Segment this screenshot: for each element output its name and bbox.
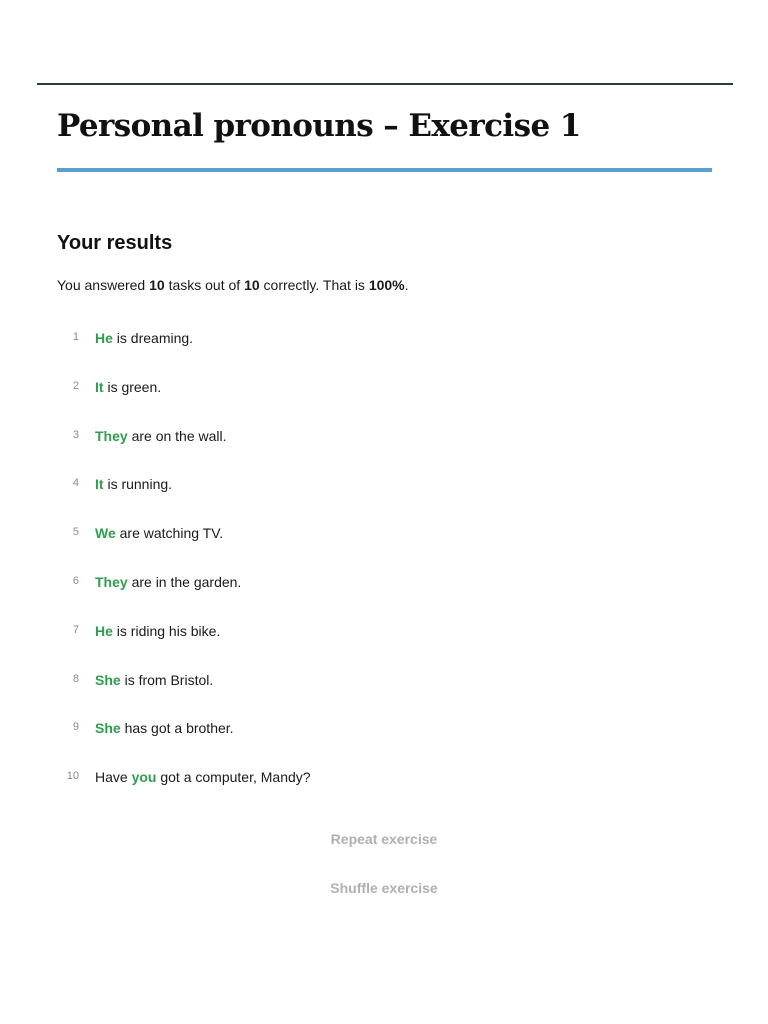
task-answer: She — [95, 720, 121, 737]
shuffle-exercise-button[interactable]: Shuffle exercise — [0, 880, 768, 896]
task-number: 3 — [72, 428, 79, 441]
task-item — [57, 719, 311, 768]
task-number: 5 — [72, 526, 79, 539]
task-text-after: is riding his bike. — [112, 622, 221, 639]
task-text — [95, 671, 213, 689]
results-summary — [57, 277, 409, 293]
top-divider — [37, 83, 733, 85]
correct-count: 10 — [149, 277, 165, 293]
task-item — [57, 573, 311, 622]
task-answer: It — [95, 378, 104, 395]
task-text-after: is green. — [103, 378, 162, 395]
task-text — [95, 768, 311, 786]
task-item — [57, 768, 311, 817]
task-answer: He — [95, 622, 113, 639]
score-percent: 100% — [368, 277, 405, 293]
task-number: 10 — [66, 770, 79, 783]
task-text — [95, 329, 193, 347]
task-text-after: has got a brother. — [120, 720, 234, 737]
summary-prefix: You answered — [57, 277, 150, 293]
task-text-after: are on the wall. — [127, 427, 227, 444]
repeat-exercise-button[interactable]: Repeat exercise — [0, 831, 768, 847]
task-answer: We — [95, 525, 116, 542]
task-text — [95, 524, 223, 542]
task-item — [57, 524, 311, 573]
task-number: 1 — [72, 331, 79, 343]
task-item — [57, 329, 311, 378]
page-title: Personal pronouns – Exercise 1 — [57, 108, 581, 144]
task-list — [57, 329, 311, 817]
task-text — [95, 427, 227, 445]
task-answer: you — [131, 769, 157, 786]
task-answer: She — [95, 671, 121, 688]
task-text-after: is dreaming. — [112, 330, 194, 346]
task-number: 8 — [72, 672, 79, 685]
task-text — [95, 378, 161, 396]
task-item — [57, 427, 311, 476]
task-text — [95, 719, 234, 737]
title-underline — [57, 168, 712, 172]
task-number: 4 — [72, 477, 79, 490]
task-item — [57, 475, 311, 524]
task-item — [57, 378, 311, 427]
summary-mid-1: tasks out of — [164, 277, 245, 293]
task-text-before: Have — [95, 769, 132, 786]
task-number: 2 — [72, 379, 79, 392]
task-text-after: got a computer, Mandy? — [156, 769, 311, 786]
task-item — [57, 671, 311, 720]
task-answer: They — [95, 427, 128, 444]
task-text-after: are in the garden. — [127, 573, 242, 590]
results-heading: Your results — [57, 232, 173, 254]
summary-mid-2: correctly. That is — [259, 277, 369, 293]
task-text — [95, 475, 172, 493]
task-text-after: are watching TV. — [115, 525, 224, 542]
task-answer: They — [95, 573, 128, 590]
task-text — [95, 622, 220, 640]
task-number: 9 — [72, 721, 79, 734]
task-number: 7 — [72, 623, 79, 636]
task-number: 6 — [72, 574, 79, 587]
task-item — [57, 622, 311, 671]
total-count: 10 — [244, 277, 260, 293]
summary-suffix: . — [404, 277, 409, 293]
task-answer: It — [95, 476, 104, 493]
task-answer: He — [95, 330, 113, 346]
task-text — [95, 573, 241, 591]
task-text-after: is from Bristol. — [120, 671, 214, 688]
task-text-after: is running. — [103, 476, 173, 493]
